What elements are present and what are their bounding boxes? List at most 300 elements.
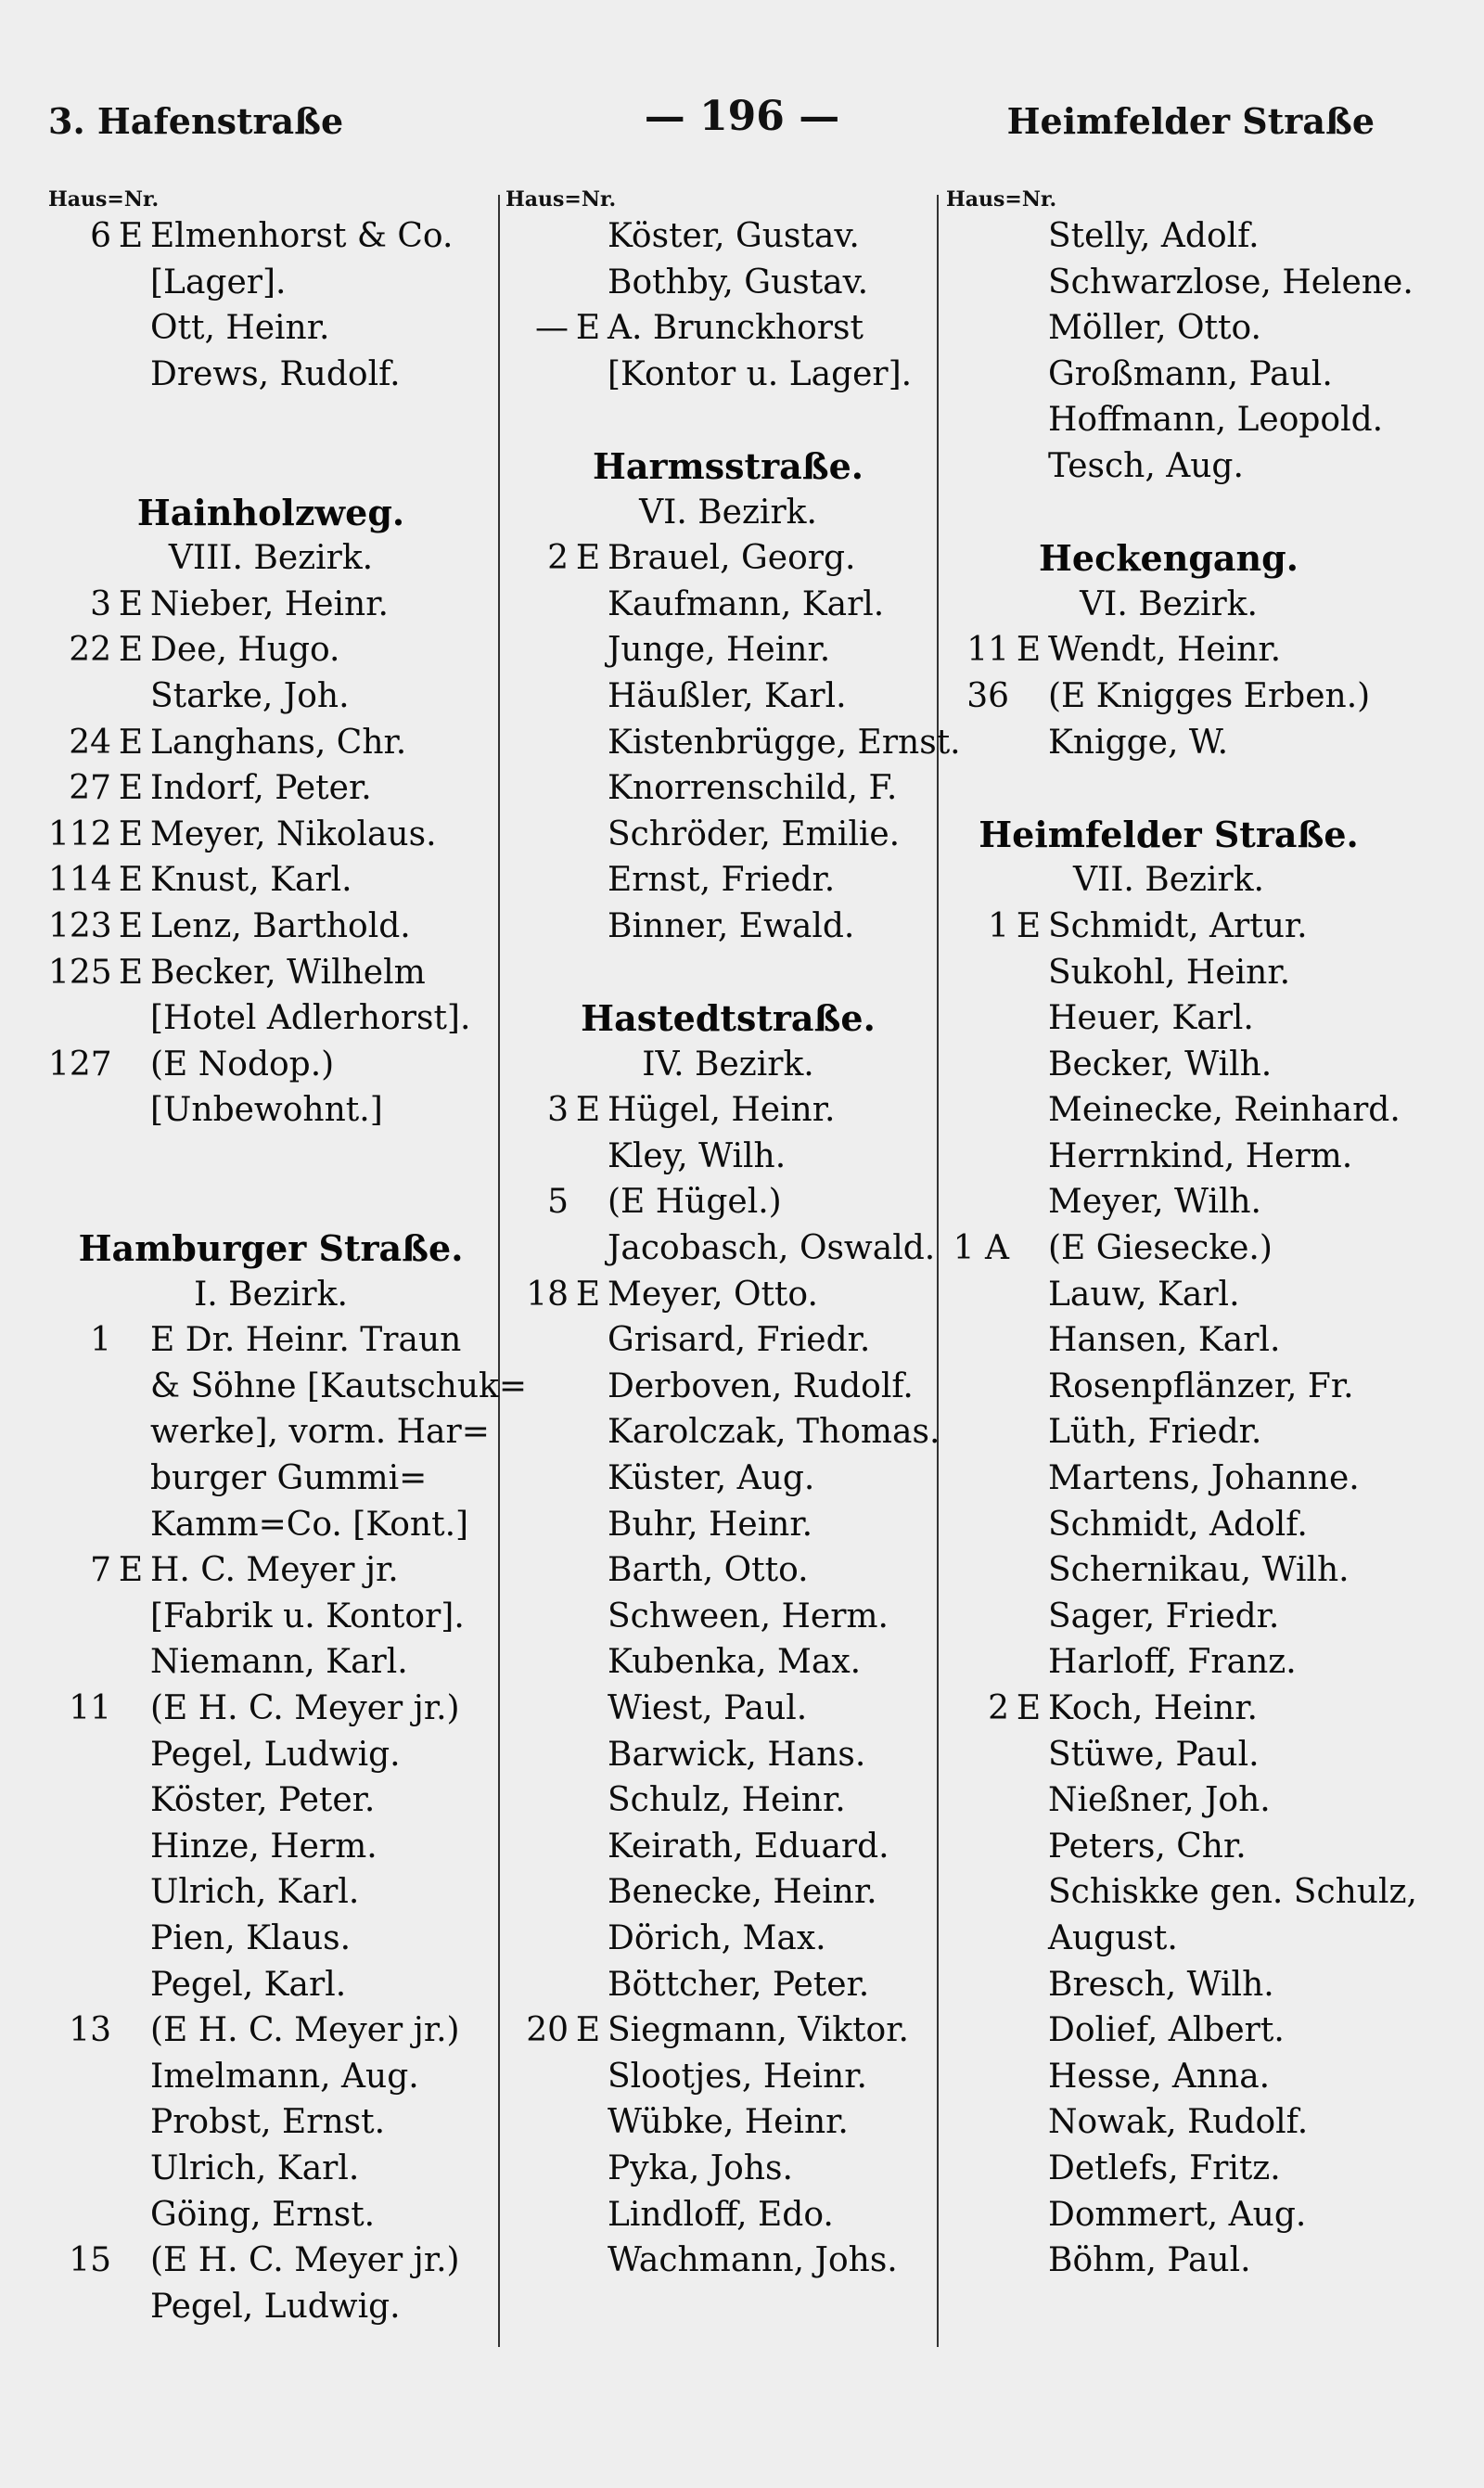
resident-entry	[946, 720, 1391, 766]
owner-mark	[569, 260, 608, 306]
owner-mark	[569, 765, 608, 812]
resident-name: & Söhne [Kautschuk=	[150, 1366, 527, 1405]
house-number	[946, 213, 1009, 260]
resident-entry	[505, 1732, 951, 1778]
resident-entry	[48, 673, 493, 720]
house-number	[946, 1594, 1009, 1640]
resident-entry	[946, 904, 1391, 950]
resident-name: Schulz, Heinr.	[608, 1781, 846, 1820]
resident-entry	[505, 535, 951, 582]
resident-entry	[505, 213, 951, 260]
owner-mark	[569, 213, 608, 260]
house-number	[946, 1272, 1009, 1318]
owner-mark	[111, 2192, 150, 2238]
resident-name: Heuer, Karl.	[1048, 999, 1254, 1038]
house-number	[48, 1409, 111, 1456]
resident-name: Lauw, Karl.	[1048, 1275, 1240, 1314]
resident-name: Brauel, Georg.	[608, 539, 856, 578]
house-number	[48, 1777, 111, 1824]
resident-entry	[48, 904, 493, 950]
spacer	[946, 490, 1391, 536]
resident-name: Barth, Otto.	[608, 1551, 809, 1590]
house-number-label: Haus=Nr.	[946, 187, 1057, 212]
resident-name: Meinecke, Reinhard.	[1048, 1091, 1401, 1130]
resident-name: Kley, Wilh.	[608, 1136, 787, 1175]
owner-mark	[1009, 1962, 1048, 2008]
owner-mark: E	[118, 1551, 144, 1590]
house-number: 114	[48, 861, 112, 900]
resident-entry	[48, 1962, 493, 2008]
resident-entry	[946, 1456, 1391, 1502]
resident-name: Schmidt, Artur.	[1048, 906, 1308, 945]
house-number	[48, 352, 111, 398]
owner-mark	[1009, 1087, 1048, 1134]
spacer	[48, 1179, 493, 1225]
house-number	[505, 1639, 569, 1686]
house-number	[505, 1686, 569, 1732]
resident-entry	[48, 1042, 493, 1088]
resident-entry	[505, 2054, 951, 2100]
owner-mark	[569, 1317, 608, 1364]
house-number-label: Haus=Nr.	[48, 187, 160, 212]
house-number	[505, 1317, 569, 1364]
owner-mark	[111, 1594, 150, 1640]
owner-mark: E	[575, 1091, 601, 1130]
resident-entry	[505, 1456, 951, 1502]
owner-mark	[1009, 2099, 1048, 2146]
resident-entry	[505, 1869, 951, 1916]
house-number: 11	[966, 631, 1009, 670]
resident-entry	[505, 1916, 951, 1962]
house-number	[505, 1225, 569, 1272]
owner-mark	[111, 673, 150, 720]
resident-name: [Hotel Adlerhorst].	[150, 999, 471, 1038]
owner-mark: E	[1016, 1689, 1042, 1727]
resident-entry	[505, 1824, 951, 1870]
house-number	[946, 2146, 1009, 2192]
house-number	[48, 2146, 111, 2192]
house-number	[946, 1087, 1009, 1134]
resident-entry	[946, 260, 1414, 306]
owner-mark	[569, 1824, 608, 1870]
street-heading: Hastedtstraße.	[581, 997, 876, 1040]
resident-entry	[946, 1502, 1391, 1548]
resident-entry	[48, 857, 493, 904]
resident-name: Pyka, Johs.	[608, 2148, 793, 2187]
owner-mark	[569, 1456, 608, 1502]
owner-mark	[1009, 2007, 1048, 2054]
resident-entry	[48, 1732, 493, 1778]
column-1	[48, 186, 527, 2329]
resident-name: Ulrich, Karl.	[150, 2148, 360, 2187]
spacer	[48, 397, 493, 443]
resident-name: Schwarzlose, Helene.	[1048, 263, 1414, 301]
resident-entry	[946, 1225, 1391, 1272]
resident-entry	[48, 2099, 493, 2146]
house-number	[48, 1916, 111, 1962]
spacer	[505, 950, 951, 996]
resident-entry	[505, 673, 951, 720]
house-number: 27	[69, 769, 111, 808]
owner-mark	[1009, 1225, 1048, 1272]
resident-entry	[505, 1179, 951, 1225]
house-number: 1 A	[953, 1229, 1009, 1268]
resident-name: Ott, Heinr.	[150, 309, 330, 348]
resident-entry	[48, 1686, 493, 1732]
house-number	[505, 1777, 569, 1824]
resident-name: Lüth, Friedr.	[1048, 1413, 1262, 1452]
house-number: 123	[48, 906, 112, 945]
house-number	[946, 305, 1009, 352]
resident-entry	[946, 1732, 1391, 1778]
resident-name: Slootjes, Heinr.	[608, 2057, 867, 2096]
house-number	[946, 1962, 1009, 2008]
house-number	[48, 1962, 111, 2008]
owner-mark	[569, 1732, 608, 1778]
resident-name: Pegel, Ludwig.	[150, 1735, 401, 1774]
house-number	[505, 213, 569, 260]
house-number: 18	[526, 1275, 569, 1314]
resident-entry	[946, 1272, 1391, 1318]
house-number: 5	[547, 1183, 569, 1222]
resident-entry	[946, 2099, 1391, 2146]
owner-mark	[1009, 1869, 1048, 1916]
resident-entry	[946, 1134, 1391, 1180]
owner-mark	[111, 2054, 150, 2100]
house-number	[48, 2099, 111, 2146]
house-number	[48, 1364, 111, 1410]
resident-entry	[946, 1087, 1401, 1134]
owner-mark: E	[118, 906, 144, 945]
resident-entry	[505, 1777, 951, 1824]
owner-mark	[569, 2192, 608, 2238]
resident-entry	[48, 582, 493, 628]
owner-mark: E	[1016, 631, 1042, 670]
resident-name: Benecke, Heinr.	[608, 1873, 877, 1912]
resident-name: Großmann, Paul.	[1048, 354, 1333, 393]
house-number	[48, 995, 111, 1042]
house-number: 15	[69, 2241, 111, 2280]
house-number	[946, 1869, 1009, 1916]
resident-name: Knigge, W.	[1048, 723, 1229, 762]
resident-entry	[946, 673, 1391, 720]
owner-mark	[569, 1179, 608, 1225]
house-number	[505, 1594, 569, 1640]
owner-mark	[111, 1916, 150, 1962]
owner-mark	[1009, 305, 1048, 352]
resident-entry	[946, 1042, 1391, 1088]
resident-name: Häußler, Karl.	[608, 676, 847, 715]
house-number	[946, 720, 1009, 766]
owner-mark	[569, 2054, 608, 2100]
owner-mark	[1009, 1272, 1048, 1318]
house-number	[505, 673, 569, 720]
resident-entry	[946, 1686, 1391, 1732]
house-number	[505, 765, 569, 812]
resident-name: Pegel, Ludwig.	[150, 2287, 401, 2326]
house-number	[505, 904, 569, 950]
house-number: 11	[69, 1689, 111, 1727]
owner-mark	[569, 1639, 608, 1686]
house-number	[48, 260, 111, 306]
owner-mark	[1009, 1134, 1048, 1180]
house-number	[505, 1456, 569, 1502]
resident-name: Rosenpflänzer, Fr.	[1048, 1366, 1354, 1405]
house-number	[505, 260, 569, 306]
owner-mark	[1009, 1824, 1048, 1870]
resident-entry	[946, 2007, 1391, 2054]
column-entries	[946, 213, 1417, 2284]
resident-entry	[505, 582, 951, 628]
resident-entry	[48, 1639, 493, 1686]
house-number	[505, 2099, 569, 2146]
owner-mark	[1009, 1456, 1048, 1502]
resident-entry	[946, 2192, 1391, 2238]
house-number	[505, 2054, 569, 2100]
resident-name: Buhr, Heinr.	[608, 1505, 813, 1544]
owner-mark	[1009, 1916, 1048, 1962]
running-head-left: 3. Hafenstraße	[48, 100, 344, 142]
resident-entry	[946, 397, 1391, 443]
resident-entry	[48, 1087, 493, 1134]
house-number: —	[535, 309, 569, 348]
resident-entry	[505, 1364, 951, 1410]
house-number: 2	[547, 539, 569, 578]
resident-entry	[48, 2192, 493, 2238]
owner-mark	[1009, 950, 1048, 996]
resident-name: Bresch, Wilh.	[1048, 1965, 1274, 2004]
running-head-right: Heimfelder Straße	[1006, 100, 1375, 142]
house-number	[946, 2238, 1009, 2284]
house-number	[48, 673, 111, 720]
resident-name: Lindloff, Edo.	[608, 2195, 834, 2234]
owner-mark	[1009, 1777, 1048, 1824]
house-number-label: Haus=Nr.	[505, 187, 617, 212]
owner-mark: E	[575, 2011, 601, 2050]
resident-entry	[505, 2192, 951, 2238]
resident-entry	[48, 950, 493, 996]
resident-entry	[48, 305, 493, 352]
resident-name: E Dr. Heinr. Traun	[150, 1321, 462, 1360]
resident-name: Ulrich, Karl.	[150, 1873, 360, 1912]
resident-name: [Lager].	[150, 263, 287, 301]
resident-entry	[48, 1869, 493, 1916]
resident-name: Schernikau, Wilh.	[1048, 1551, 1350, 1590]
owner-mark	[569, 1134, 608, 1180]
resident-name: Sukohl, Heinr.	[1048, 953, 1291, 992]
street-heading: Hamburger Straße.	[78, 1227, 464, 1270]
resident-name: Meyer, Wilh.	[1048, 1183, 1261, 1222]
resident-name: Herrnkind, Herm.	[1048, 1136, 1353, 1175]
resident-name: Kaufmann, Karl.	[608, 584, 885, 623]
resident-entry	[946, 443, 1391, 490]
owner-mark	[111, 1087, 150, 1134]
resident-name: Hansen, Karl.	[1048, 1321, 1281, 1360]
house-number	[505, 1134, 569, 1180]
resident-name: Stelly, Adolf.	[1048, 217, 1260, 255]
owner-mark	[1009, 2192, 1048, 2238]
house-number	[48, 1869, 111, 1916]
owner-mark	[569, 1225, 608, 1272]
resident-name: Dee, Hugo.	[150, 631, 340, 670]
house-number: 22	[69, 631, 111, 670]
resident-entry	[505, 305, 951, 352]
resident-entry	[48, 1547, 493, 1594]
resident-name: Niemann, Karl.	[150, 1643, 408, 1682]
house-number	[946, 1364, 1009, 1410]
house-number: 1	[90, 1321, 111, 1360]
column-2	[505, 186, 961, 2284]
resident-entry	[505, 1272, 951, 1318]
resident-entry	[505, 1225, 951, 1272]
resident-name: Nieber, Heinr.	[150, 584, 389, 623]
resident-entry	[505, 857, 951, 904]
owner-mark: E	[1016, 906, 1042, 945]
column-3	[946, 186, 1417, 2284]
resident-name: Binner, Ewald.	[608, 906, 855, 945]
street-heading: Harmsstraße.	[592, 444, 864, 487]
resident-name: Koch, Heinr.	[1048, 1689, 1258, 1727]
resident-entry	[505, 352, 951, 398]
district-label: VIII. Bezirk.	[168, 539, 374, 578]
resident-entry	[946, 1317, 1391, 1364]
resident-name: Meyer, Nikolaus.	[150, 814, 437, 853]
resident-name: Hesse, Anna.	[1048, 2057, 1271, 2096]
resident-entry	[48, 213, 493, 260]
owner-mark	[569, 1502, 608, 1548]
resident-name: Hinze, Herm.	[150, 1827, 377, 1866]
spacer	[946, 765, 1391, 812]
resident-entry	[505, 765, 951, 812]
owner-mark	[1009, 995, 1048, 1042]
resident-name: Pien, Klaus.	[150, 1918, 352, 1957]
house-number	[48, 1594, 111, 1640]
resident-entry	[505, 1547, 951, 1594]
resident-name: Sager, Friedr.	[1048, 1597, 1280, 1635]
resident-entry	[48, 765, 493, 812]
resident-entry	[48, 720, 493, 766]
house-number	[505, 1732, 569, 1778]
resident-name: Elmenhorst & Co.	[150, 217, 454, 255]
resident-name: Knorrenschild, F.	[608, 769, 898, 808]
resident-entry	[505, 260, 951, 306]
house-number: 1	[988, 906, 1009, 945]
resident-name: Knust, Karl.	[150, 861, 352, 900]
resident-name: Starke, Joh.	[150, 676, 350, 715]
resident-entry	[505, 2099, 951, 2146]
street-heading: Hainholzweg.	[136, 491, 405, 533]
spacer	[48, 443, 493, 490]
resident-name: Karolczak, Thomas.	[608, 1413, 940, 1452]
house-number	[946, 2054, 1009, 2100]
owner-mark	[1009, 1732, 1048, 1778]
resident-name: (E H. C. Meyer jr.)	[150, 1689, 460, 1727]
resident-name: Wübke, Heinr.	[608, 2103, 849, 2142]
resident-entry	[946, 1547, 1391, 1594]
owner-mark: E	[118, 953, 144, 992]
owner-mark	[569, 1547, 608, 1594]
resident-name: (E H. C. Meyer jr.)	[150, 2011, 460, 2050]
house-number	[946, 950, 1009, 996]
owner-mark	[111, 995, 150, 1042]
owner-mark	[1009, 1594, 1048, 1640]
resident-entry	[505, 720, 961, 766]
owner-mark	[1009, 397, 1048, 443]
house-number	[48, 2192, 111, 2238]
resident-entry	[48, 1594, 493, 1640]
house-number	[505, 2192, 569, 2238]
owner-mark	[569, 904, 608, 950]
resident-name: [Fabrik u. Kontor].	[150, 1597, 465, 1635]
resident-name: Kamm=Co. [Kont.]	[150, 1505, 469, 1544]
resident-entry	[946, 1962, 1391, 2008]
house-number	[946, 2007, 1009, 2054]
resident-entry	[505, 1087, 951, 1134]
owner-mark	[569, 2238, 608, 2284]
owner-mark	[111, 305, 150, 352]
owner-mark: E	[118, 814, 144, 853]
owner-mark	[111, 2099, 150, 2146]
house-number	[505, 627, 569, 673]
owner-mark	[569, 1916, 608, 1962]
house-number	[505, 1547, 569, 1594]
resident-entry	[48, 1502, 493, 1548]
resident-entry	[48, 260, 493, 306]
resident-entry	[505, 812, 951, 858]
owner-mark	[1009, 1639, 1048, 1686]
resident-entry	[946, 995, 1391, 1042]
house-number	[946, 352, 1009, 398]
resident-entry	[505, 904, 951, 950]
resident-name: Wachmann, Johs.	[608, 2241, 898, 2280]
resident-name: August.	[1048, 1918, 1178, 1957]
house-number	[505, 857, 569, 904]
owner-mark	[569, 812, 608, 858]
resident-name: Dommert, Aug.	[1048, 2195, 1307, 2234]
owner-mark	[111, 1869, 150, 1916]
resident-entry	[946, 1639, 1391, 1686]
resident-name: Siegmann, Viktor.	[608, 2011, 909, 2050]
resident-entry	[505, 1317, 951, 1364]
owner-mark	[1009, 1317, 1048, 1364]
resident-name: Dolief, Albert.	[1048, 2011, 1285, 2050]
owner-mark	[569, 720, 608, 766]
resident-name: Nießner, Joh.	[1048, 1781, 1271, 1820]
owner-mark: E	[575, 539, 601, 578]
owner-mark	[1009, 673, 1048, 720]
owner-mark: E	[118, 861, 144, 900]
resident-name: Imelmann, Aug.	[150, 2057, 419, 2096]
house-number: 127	[48, 1045, 112, 1084]
owner-mark	[1009, 1547, 1048, 1594]
house-number	[48, 1824, 111, 1870]
district-label: I. Bezirk.	[194, 1275, 348, 1314]
owner-mark	[111, 1042, 150, 1088]
house-number: 20	[526, 2011, 569, 2050]
resident-name: H. C. Meyer jr.	[150, 1551, 399, 1590]
resident-name: [Unbewohnt.]	[150, 1091, 383, 1130]
house-number	[946, 1916, 1009, 1962]
resident-name: Hoffmann, Leopold.	[1048, 401, 1384, 440]
resident-name: (E H. C. Meyer jr.)	[150, 2241, 460, 2280]
owner-mark	[569, 627, 608, 673]
resident-entry	[946, 1869, 1417, 1916]
resident-name: Wiest, Paul.	[608, 1689, 808, 1727]
owner-mark: E	[118, 584, 144, 623]
owner-mark	[1009, 2146, 1048, 2192]
resident-entry	[946, 1179, 1391, 1225]
owner-mark: E	[118, 723, 144, 762]
